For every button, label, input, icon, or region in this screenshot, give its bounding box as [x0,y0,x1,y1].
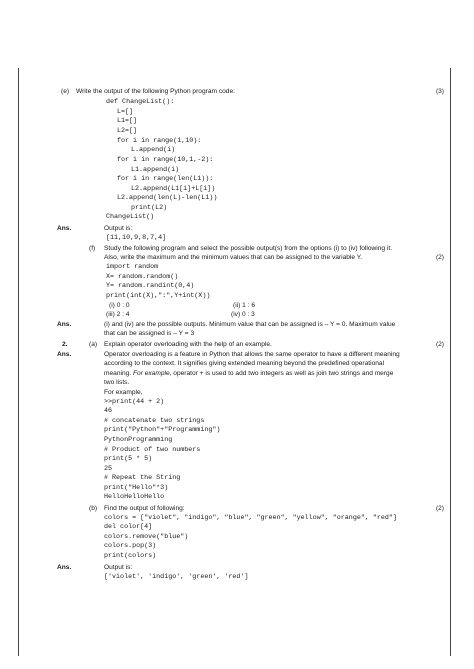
code-line: L2.append(L1[i]+L[i]) [131,185,216,193]
q2b-marks: (2) [435,505,444,512]
qf-text: Study the following program and select the possible output(s) from the options (i) to (iv) following it. [104,245,393,252]
code-line: Y= random.randint(0,4) [106,282,195,290]
code-line: X= random.random() [106,273,179,281]
q2a-marks: (2) [435,341,444,348]
code-line: print(L2) [131,204,168,212]
qe-text: Write the output of the following Python program code: [76,88,235,95]
ans-label: Ans. [57,225,72,232]
code-line: L.append(i) [131,146,176,154]
q2b-label: (b) [89,505,98,512]
qf-text: Also, write the maximum and the minimum values that can be assigned to the variable Y. [104,254,363,261]
code-line: import random [106,263,159,271]
code-line: print(5 * 5) [104,455,153,463]
ans-label: Ans. [57,321,72,328]
ans-text-part: meaning. [104,370,133,377]
option: (iii) 2 : 4 [106,311,130,318]
ans-text: Output is: [104,225,133,232]
option: (ii) 1 : 6 [233,302,255,309]
ans-text: Output is: [104,564,133,571]
q2a-label: (a) [89,341,98,348]
for-example: For example, [104,389,143,396]
ans-label: Ans. [57,351,72,358]
code-line: print("Hello"*3) [104,484,169,492]
ans-text: Operator overloading is a feature in Python that allows the same operator to have a different meaning [104,351,400,358]
option: (i) 0 : 0 [109,302,130,309]
ans-text: according to the context. It signifies giving extended meaning beyond the predefined operational [104,360,385,367]
code-line: colors.remove("blue") [104,533,189,541]
code-line: for i in range(10,1,-2): [117,156,214,164]
qe-marks: (3) [435,88,444,95]
code-line: for i in range(1,10): [117,137,202,145]
ans-text: (i) and (iv) are the possible outputs. Minimum value that can be assigned is – Y = 0. Maximum value [104,321,396,328]
code-line: 25 [104,465,113,473]
code-line: for i in range(len(L1)): [117,175,214,183]
qf-label: (f) [89,245,96,252]
code-line: L1.append(i) [131,166,180,174]
code-line: def ChangeList(): [106,98,175,106]
q2b-text: Find the output of following: [104,505,185,512]
code-line: L2.append(len(L)-len(L1)) [117,194,218,202]
ans-text: two lists. [104,379,130,386]
qe-label: (e) [61,88,70,95]
code-line: # Product of two numbers [104,446,201,454]
option: (iv) 0 : 3 [231,311,255,318]
code-line: colors.pop(3) [104,542,157,550]
code-line: 46 [104,407,113,415]
code-line: # Repeat the String [104,474,181,482]
code-line: HelloHelloHello [104,493,165,501]
code-line: colors = ["violet", "indigo", "blue", "green", "yellow", "orange", "red"] [104,514,397,522]
code-line: print(int(X),":",Y+int(X)) [106,292,211,300]
ans-text-part: , operator + is used to add two integers as well as join two strings and merge [169,370,394,377]
ans-text [104,369,393,378]
q2a-text: Explain operator overloading with the help of an example. [104,341,272,348]
qf-marks: (2) [435,254,444,261]
code-line: L=[] [117,108,134,116]
code-line: >>print(44 + 2) [104,398,165,406]
code-line: print("Python"+"Programming") [104,426,221,434]
ans-text-italic: For example [132,370,170,377]
code-line: ChangeList() [106,213,155,221]
ans-output: ['violet', 'indigo', 'green', 'red'] [104,573,249,581]
code-line: del color[4] [104,523,153,531]
ans-label: Ans. [57,564,72,571]
ans-text: that can be assigned is – Y = 3 [104,330,195,337]
code-line: PythonProgramming [104,436,173,444]
code-line: L1=[] [117,117,138,125]
ans-output: [11,10,9,8,7,4] [106,234,167,242]
code-line: # concatenate two strings [104,417,205,425]
code-line: L2=[] [117,127,138,135]
code-line: print(colors) [104,552,157,560]
q2-number: 2. [62,341,68,348]
